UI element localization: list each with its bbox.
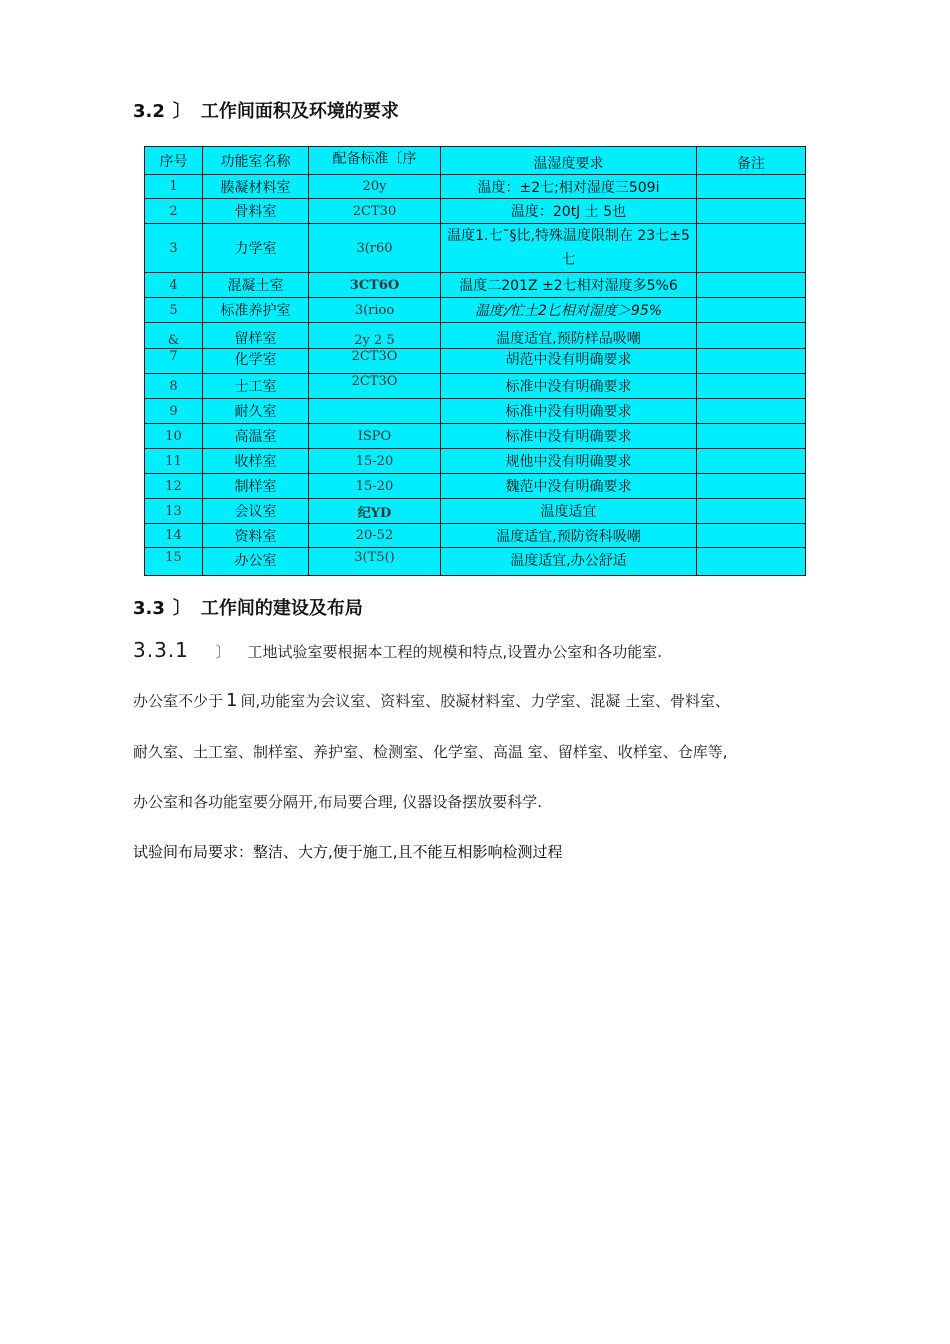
- table-row: [145, 499, 806, 524]
- row-standard: 2CT30: [309, 199, 441, 224]
- row-room-name: 办公室: [203, 548, 309, 576]
- row-temp-humidity: 魏范中没有明确要求: [441, 474, 697, 499]
- row-room-name: 收样室: [203, 449, 309, 474]
- row-remarks: [697, 424, 806, 449]
- row-standard: 2CT3O: [309, 349, 441, 374]
- row-room-name: 骨料室: [203, 199, 309, 224]
- row-remarks: [697, 349, 806, 374]
- row-room-name: 化学室: [203, 349, 309, 374]
- row-remarks: [697, 449, 806, 474]
- row-index: &: [145, 323, 203, 349]
- row-temp-humidity: 规他中没有明确要求: [441, 449, 697, 474]
- row-room-name: 资料室: [203, 524, 309, 548]
- row-room-name: 标准养护室: [203, 298, 309, 323]
- row-standard: 纪YD: [309, 499, 441, 524]
- table-row: [145, 548, 806, 576]
- row-room-name: 高温室: [203, 424, 309, 449]
- table-header-row: [145, 147, 806, 175]
- row-remarks: [697, 499, 806, 524]
- table-row: [145, 524, 806, 548]
- row-index: 10: [145, 424, 203, 449]
- row-room-name: 腠凝材料室: [203, 175, 309, 199]
- table-row: [145, 424, 806, 449]
- section-3-2-number: 3.2: [133, 101, 165, 122]
- row-temp-humidity: 温度：20tJ 土 5也: [441, 199, 697, 224]
- row-room-name: 士工室: [203, 374, 309, 399]
- row-remarks: [697, 548, 806, 576]
- paragraph-line-1-post: 间,功能室为会议室、资料室、胶凝材料室、力学室、混凝 土室、骨料室、: [240, 692, 731, 710]
- section-3-3-1-line: [133, 638, 662, 662]
- table-row: [145, 199, 806, 224]
- section-3-2-bracket: 〕: [172, 101, 191, 122]
- row-room-name: 制样室: [203, 474, 309, 499]
- header-index: 序号: [145, 147, 203, 175]
- row-index: 2: [145, 199, 203, 224]
- section-3-3-1-number: 3.3.1: [133, 638, 189, 662]
- table-row: [145, 175, 806, 199]
- row-index: 8: [145, 374, 203, 399]
- table-row: [145, 349, 806, 374]
- room-requirements-table: [144, 146, 806, 576]
- table-row: [145, 323, 806, 349]
- row-remarks: [697, 374, 806, 399]
- row-remarks: [697, 224, 806, 273]
- row-temp-humidity: 温度适宜,预防样品吸嘲: [441, 323, 697, 349]
- row-temp-humidity: 温度：±2七;相对湿度三509i: [441, 175, 697, 199]
- section-3-2-title: 工作间面积及环境的要求: [200, 101, 399, 122]
- paragraph-line-3: 办公室和各功能室要分隔开,布局要合理, 仪器设备摆放要科学.: [133, 793, 543, 811]
- table-row: [145, 374, 806, 399]
- row-index: 7: [145, 349, 203, 374]
- row-temp-humidity: 标准中没有明确要求: [441, 424, 697, 449]
- row-room-name: 会议室: [203, 499, 309, 524]
- row-standard: 15-20: [309, 449, 441, 474]
- row-room-name: 耐久室: [203, 399, 309, 424]
- row-temp-humidity: 温度适宜,预防资科吸嘲: [441, 524, 697, 548]
- row-temp-humidity: 温度适宜: [441, 499, 697, 524]
- row-room-name: 留样室: [203, 323, 309, 349]
- row-room-name: 力学室: [203, 224, 309, 273]
- row-temp-humidity: 温度适宜,办公舒适: [441, 548, 697, 576]
- table-row: [145, 449, 806, 474]
- row-remarks: [697, 273, 806, 298]
- table-row: [145, 474, 806, 499]
- row-standard: 3(r60: [309, 224, 441, 273]
- row-remarks: [697, 199, 806, 224]
- header-standard: 配备标准〔序: [309, 147, 441, 175]
- row-standard: 3(T5(): [309, 548, 441, 576]
- section-3-3-1-bracket: 〕: [215, 643, 231, 661]
- row-index: 12: [145, 474, 203, 499]
- row-remarks: [697, 175, 806, 199]
- row-temp-humidity: 温度二201Z ±2七相对湿度多5%6: [441, 273, 697, 298]
- row-index: 15: [145, 548, 203, 576]
- row-temp-humidity: 温度;⁄忙土2匕相对湿度＞95%: [441, 298, 697, 323]
- row-index: 3: [145, 224, 203, 273]
- section-3-2-heading: [133, 97, 399, 123]
- paragraph-line-1-pre: 办公室不少于: [133, 692, 224, 710]
- row-index: 9: [145, 399, 203, 424]
- row-standard: 15-20: [309, 474, 441, 499]
- row-standard: 2y 2 5: [309, 323, 441, 349]
- section-3-3-bracket: 〕: [172, 598, 191, 619]
- header-remarks: 备注: [697, 147, 806, 175]
- row-index: 14: [145, 524, 203, 548]
- row-index: 11: [145, 449, 203, 474]
- row-temp-humidity: 标准中没有明确要求: [441, 399, 697, 424]
- row-temp-humidity: 胡范中没有明确要求: [441, 349, 697, 374]
- table-row: [145, 298, 806, 323]
- row-standard: 20-52: [309, 524, 441, 548]
- section-3-3-1-text: 工地试验室要根据本工程的规模和特点,设置办公室和各功能室.: [247, 643, 663, 661]
- paragraph-line-1-number: 1: [226, 690, 238, 711]
- row-standard: 20y: [309, 175, 441, 199]
- row-index: 4: [145, 273, 203, 298]
- row-standard: 3CT6O: [309, 273, 441, 298]
- row-room-name: 混凝土室: [203, 273, 309, 298]
- paragraph-line-4: 试验间布局要求：整洁、大方,便于施工,且不能互相影响检测过程: [133, 843, 563, 861]
- row-standard: 3(rioo: [309, 298, 441, 323]
- row-remarks: [697, 298, 806, 323]
- section-3-3-title: 工作间的建设及布局: [200, 598, 363, 619]
- row-standard: 2CT3O: [309, 374, 441, 399]
- table-row: [145, 224, 806, 273]
- header-room-name: 功能室名称: [203, 147, 309, 175]
- paragraph-line-2: 耐久室、土工室、制样室、养护室、检测室、化学室、高温 室、留样室、收样室、仓库等,: [133, 743, 728, 761]
- row-standard: ISPO: [309, 424, 441, 449]
- row-index: 13: [145, 499, 203, 524]
- row-standard: [309, 399, 441, 424]
- row-index: 5: [145, 298, 203, 323]
- row-index: 1: [145, 175, 203, 199]
- paragraph-line-1: [133, 690, 730, 711]
- header-temp-humidity: 温湿度要求: [441, 147, 697, 175]
- section-3-3-heading: [133, 594, 363, 620]
- row-remarks: [697, 399, 806, 424]
- row-remarks: [697, 524, 806, 548]
- row-temp-humidity: 温度1.七˜§比,特殊温度限制在 23七±5七: [441, 224, 697, 273]
- row-temp-humidity: 标准中没有明确要求: [441, 374, 697, 399]
- row-remarks: [697, 323, 806, 349]
- section-3-3-number: 3.3: [133, 598, 165, 619]
- row-remarks: [697, 474, 806, 499]
- table-row: [145, 273, 806, 298]
- table-row: [145, 399, 806, 424]
